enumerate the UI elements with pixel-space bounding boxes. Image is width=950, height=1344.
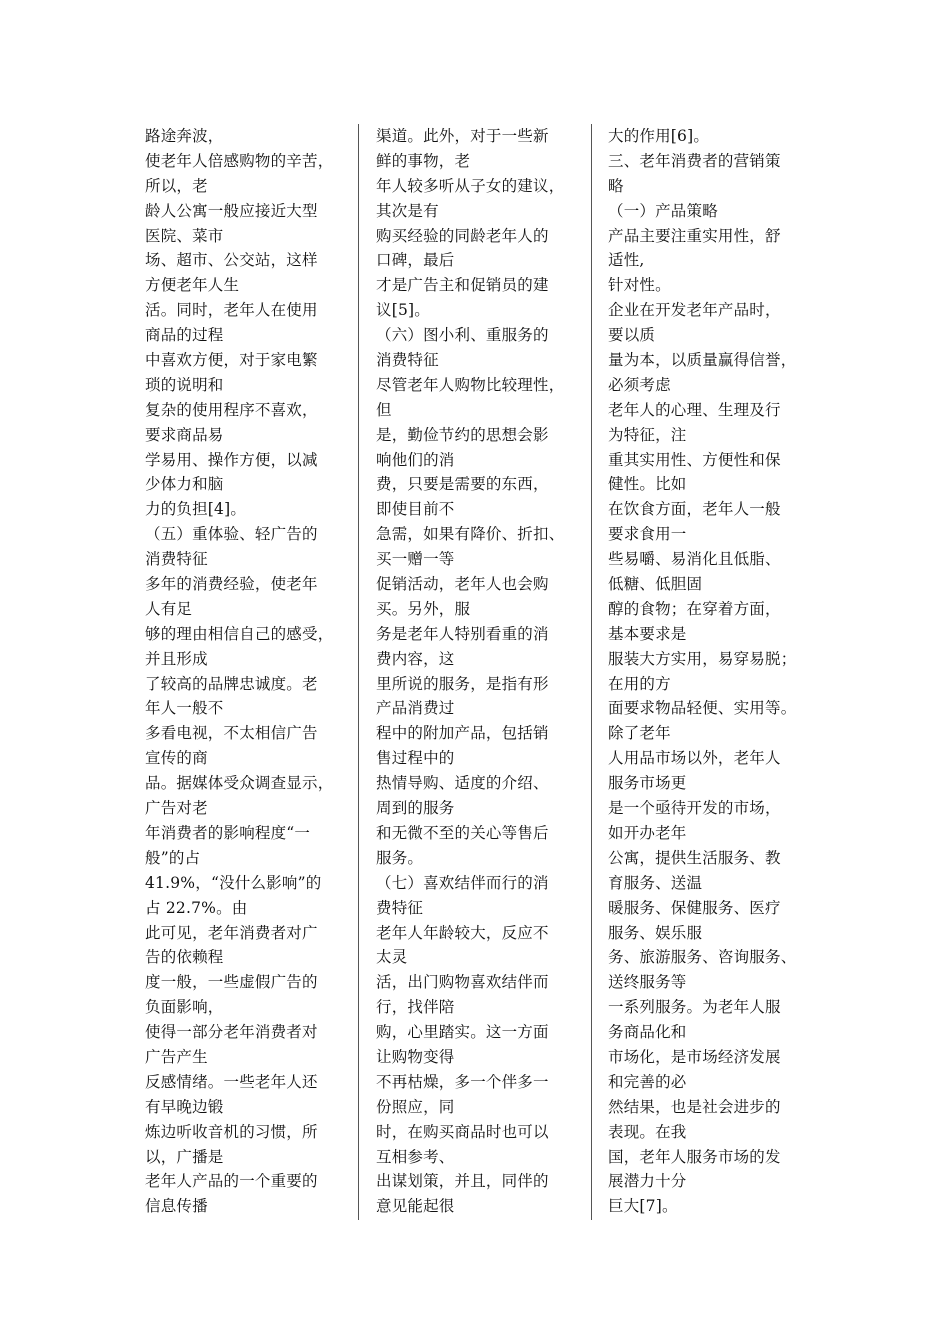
text-line: （五）重体验、轻广告的 [145, 525, 318, 544]
text-line: 中喜欢方便，对于家电繁 [145, 351, 318, 370]
text-line: 医院、菜市 [145, 226, 224, 245]
text-line: 力的负担[4]。 [145, 500, 247, 519]
text-line: 方便老年人生 [145, 276, 240, 295]
text-line: 广告对老 [145, 799, 208, 818]
text-line: 量为本，以质量赢得信誉， [608, 351, 797, 370]
text-line: 学易用、操作方便，以减 [145, 450, 318, 469]
text-line: 送终服务等 [608, 973, 687, 992]
text-line: 要求商品易 [145, 425, 224, 444]
text-line: 告的依赖程 [145, 948, 224, 967]
text-line: 三、老年消费者的营销策 [608, 151, 781, 170]
text-line: 活。同时，老年人在使用 [145, 301, 318, 320]
text-line: 服装大方实用，易穿易脱； [608, 649, 797, 668]
text-line: 买一赠一等 [376, 550, 455, 569]
text-line: 促销活动，老年人也会购 [376, 575, 549, 594]
text-line: 老年人年龄较大，反应不 [376, 923, 549, 942]
text-line: 够的理由相信自己的感受， [145, 624, 334, 643]
text-line: 了较高的品牌忠诚度。老 [145, 674, 318, 693]
text-line: 购，心里踏实。这一方面 [376, 1023, 549, 1042]
text-line: 费，只要是需要的东西， [376, 475, 549, 494]
text-line: 必须考虑 [608, 375, 671, 394]
text-line: 务、旅游服务、咨询服务、 [608, 948, 797, 967]
text-line: 有早晚边锻 [145, 1097, 224, 1116]
text-line: 暖服务、保健服务、医疗 [608, 898, 781, 917]
text-line: 企业在开发老年产品时， [608, 301, 781, 320]
text-line: 太灵 [376, 948, 408, 967]
text-line: 尽管老年人购物比较理性， [376, 375, 565, 394]
text-line: 里所说的服务，是指有形 [376, 674, 549, 693]
text-line: 复杂的使用程序不喜欢， [145, 400, 318, 419]
text-line: （七）喜欢结伴而行的消 [376, 873, 549, 892]
text-line: 消费特征 [145, 550, 208, 569]
text-line: 醇的食物；在穿着方面， [608, 599, 781, 618]
text-line: 一系列服务。为老年人服 [608, 998, 781, 1017]
text-line: 购买经验的同龄老年人的 [376, 226, 549, 245]
text-line: 响他们的消 [376, 450, 455, 469]
text-line: 售过程中的 [376, 749, 455, 768]
text-line: 口碑，最后 [376, 251, 455, 270]
text-line: 表现。在我 [608, 1122, 687, 1141]
text-line: 些易嚼、易消化且低脂、 [608, 550, 781, 569]
text-line: 年消费者的影响程度“一 [145, 823, 311, 842]
text-line: 负面影响， [145, 998, 224, 1017]
text-line: 时，在购买商品时也可以 [376, 1122, 549, 1141]
text-line: 般”的占 [145, 848, 201, 867]
text-line: 市场化，是市场经济发展 [608, 1047, 781, 1066]
text-line: 路途奔波， [145, 127, 224, 145]
text-line: 程中的附加产品，包括销 [376, 724, 549, 743]
text-line: 略 [608, 176, 624, 195]
text-line: 育服务、送温 [608, 873, 703, 892]
text-line: 费特征 [376, 898, 424, 917]
text-line: 要求食用一 [608, 525, 687, 544]
text-line: 龄人公寓一般应接近大型 [145, 201, 318, 220]
column-divider-2 [591, 124, 592, 1220]
text-line: 使得一部分老年消费者对 [145, 1023, 318, 1042]
text-line: 渠道。此外，对于一些新 [376, 127, 549, 145]
text-line: 场、超市、公交站，这样 [145, 251, 318, 270]
text-line: 老年人产品的一个重要的 [145, 1172, 318, 1191]
text-line: 服务市场更 [608, 774, 687, 793]
text-line: 41.9%，“没什么影响”的 [145, 873, 322, 892]
text-line: 宣传的商 [145, 749, 208, 768]
text-line: 占 22.7%。由 [145, 898, 248, 917]
text-line: 行，找伴陪 [376, 998, 455, 1017]
text-line: 是，勤俭节约的思想会影 [376, 425, 549, 444]
text-line: 信息传播 [145, 1197, 208, 1216]
text-line: （六）图小利、重服务的 [376, 326, 549, 345]
text-line: 周到的服务 [376, 799, 455, 818]
text-line: 此可见，老年消费者对广 [145, 923, 318, 942]
text-line: 老年人的心理、生理及行 [608, 400, 781, 419]
text-line: 年人一般不 [145, 699, 224, 718]
text-line: 广告产生 [145, 1047, 208, 1066]
text-line: 国，老年人服务市场的发 [608, 1147, 781, 1166]
text-line: 让购物变得 [376, 1047, 455, 1066]
text-line: 产品主要注重实用性，舒 [608, 226, 781, 245]
text-line: 和完善的必 [608, 1072, 687, 1091]
text-line: 以，广播是 [145, 1147, 224, 1166]
text-line: 并且形成 [145, 649, 208, 668]
text-line: 少体力和脑 [145, 475, 224, 494]
text-line: 份照应，同 [376, 1097, 455, 1116]
text-line: 务商品化和 [608, 1023, 687, 1042]
text-line: 活，出门购物喜欢结伴而 [376, 973, 549, 992]
text-line: 低糖、低胆固 [608, 575, 703, 594]
text-line: 多看电视，不太相信广告 [145, 724, 318, 743]
text-line: 和无微不至的关心等售后 [376, 823, 549, 842]
text-line: 不再枯燥，多一个伴多一 [376, 1072, 549, 1091]
text-line: 琐的说明和 [145, 375, 224, 394]
text-line: 消费特征 [376, 351, 439, 370]
text-line: 议[5]。 [376, 301, 430, 320]
text-line: 公寓，提供生活服务、教 [608, 848, 781, 867]
text-line: 费内容，这 [376, 649, 455, 668]
text-line: 但 [376, 400, 392, 419]
text-line: 要以质 [608, 326, 656, 345]
text-line: 产品消费过 [376, 699, 455, 718]
text-line: 人有足 [145, 599, 193, 618]
text-line: 人用品市场以外，老年人 [608, 749, 781, 768]
text-line: 度一般，一些虚假广告的 [145, 973, 318, 992]
text-line: 年人较多听从子女的建议， [376, 176, 565, 195]
text-column-3 [608, 124, 820, 1219]
text-line: 才是广告主和促销员的建 [376, 276, 549, 295]
text-line: 面要求物品轻便、实用等。 [608, 699, 797, 718]
text-line: 服务。 [376, 848, 424, 867]
text-line: 除了老年 [608, 724, 671, 743]
text-line: 品。据媒体受众调查显示， [145, 774, 334, 793]
text-line: 出谋划策，并且，同伴的 [376, 1172, 549, 1191]
text-line: 其次是有 [376, 201, 439, 220]
text-line: 巨大[7]。 [608, 1197, 678, 1216]
text-line: 基本要求是 [608, 624, 687, 643]
text-column-2 [376, 124, 588, 1219]
text-line: 互相参考、 [376, 1147, 455, 1166]
text-line: 大的作用[6]。 [608, 127, 710, 145]
text-line: 商品的过程 [145, 326, 224, 345]
text-line: 使老年人倍感购物的辛苦， [145, 151, 334, 170]
text-line: 然结果，也是社会进步的 [608, 1097, 781, 1116]
text-line: 重其实用性、方便性和保 [608, 450, 781, 469]
text-line: 是一个亟待开发的市场， [608, 799, 781, 818]
text-line: 热情导购、适度的介绍、 [376, 774, 549, 793]
text-line: 所以，老 [145, 176, 208, 195]
text-line: 即使目前不 [376, 500, 455, 519]
column-divider-1 [358, 124, 359, 1220]
text-line: 针对性。 [608, 276, 671, 295]
text-column-1 [145, 124, 357, 1219]
text-line: 在饮食方面，老年人一般 [608, 500, 781, 519]
text-line: 健性。比如 [608, 475, 687, 494]
text-line: 展潜力十分 [608, 1172, 687, 1191]
text-line: 如开办老年 [608, 823, 687, 842]
text-line: 急需，如果有降价、折扣、 [376, 525, 565, 544]
text-line: 鲜的事物，老 [376, 151, 471, 170]
text-line: 多年的消费经验，使老年 [145, 575, 318, 594]
text-line: 意见能起很 [376, 1197, 455, 1216]
text-line: 为特征，注 [608, 425, 687, 444]
text-line: 买。另外，服 [376, 599, 471, 618]
text-line: （一）产品策略 [608, 201, 718, 220]
text-line: 反感情绪。一些老年人还 [145, 1072, 318, 1091]
text-line: 在用的方 [608, 674, 671, 693]
text-line: 适性, [608, 251, 645, 270]
text-line: 服务、娱乐服 [608, 923, 703, 942]
text-line: 炼边听收音机的习惯，所 [145, 1122, 318, 1141]
text-line: 务是老年人特别看重的消 [376, 624, 549, 643]
